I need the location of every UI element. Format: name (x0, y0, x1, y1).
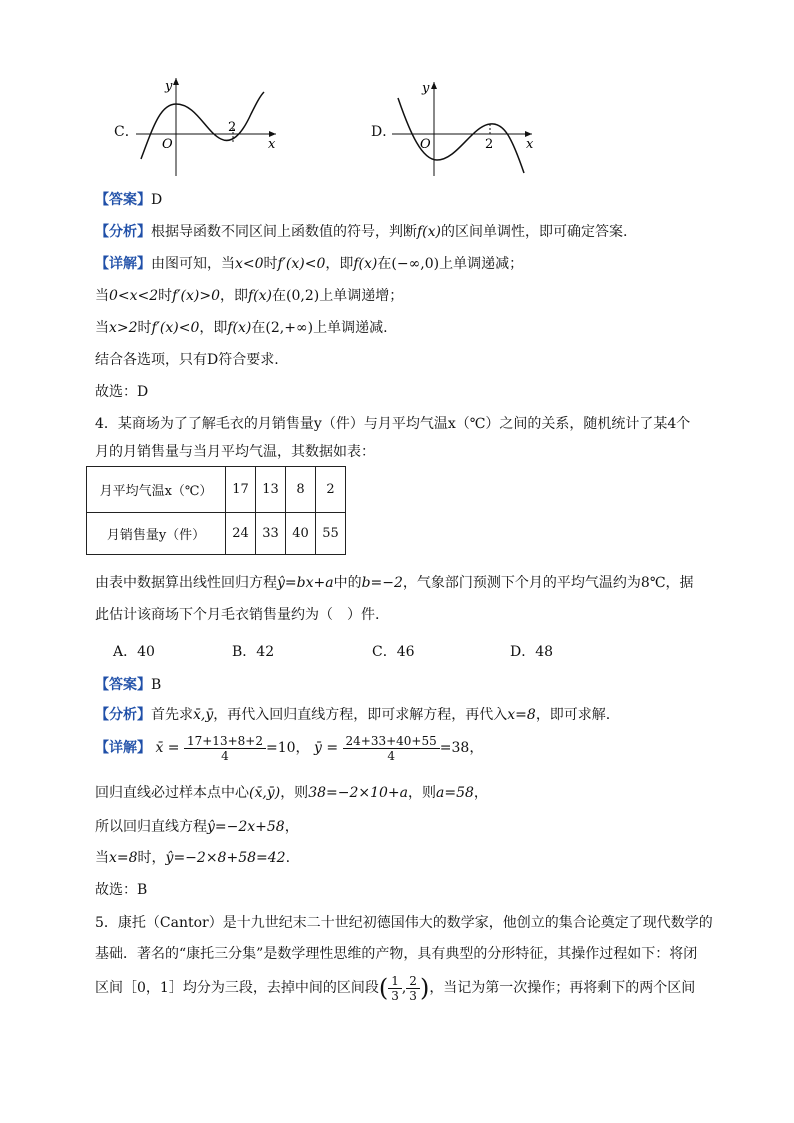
q4-detail-line-2 (95, 783, 488, 803)
math-a-value: a=58 (436, 785, 474, 801)
math-derivative: f′(x)>0 (172, 288, 220, 304)
analysis-text: 的区间单调性，即可确定答案. (441, 224, 628, 240)
detail-text: 当 (95, 320, 109, 336)
q4-conclusion: 故选：B (95, 882, 148, 898)
analysis-text: 首先求 (151, 707, 193, 723)
q3-answer-line (95, 190, 162, 210)
table-cell: 17 (226, 467, 256, 513)
q5-text: ，当记为第一次操作；再将剩下的两个区间 (429, 980, 696, 996)
q3-detail-line-4: 结合各选项，只有D符合要求. (95, 352, 279, 368)
analysis-tag: 【分析】 (95, 224, 151, 240)
detail-tag: 【详解】 (95, 256, 151, 272)
fraction-one-third (388, 974, 402, 1003)
table-row-label: 月销售量y（件） (87, 513, 226, 555)
detail-text: ，则 (408, 785, 436, 801)
graph-d-y-label: y (422, 81, 430, 96)
open-paren: ( (378, 974, 389, 1002)
q4-answer-line (95, 675, 161, 695)
detail-text: 所以回归直线方程 (95, 819, 207, 835)
graph-d (392, 78, 542, 178)
math-condition: x>2 (109, 320, 138, 336)
detail-text: 在(0,2)上单调递增； (272, 288, 404, 304)
fraction-denominator: 3 (409, 988, 417, 1003)
math-xbar-label: x̄ = (155, 740, 180, 756)
math-b-value: b=−2 (361, 575, 403, 591)
analysis-tag: 【分析】 (95, 707, 151, 723)
analysis-text: ，即可求解. (535, 707, 611, 723)
graph-c-tick-2: 2 (228, 120, 237, 135)
q4-detail-line-1 (95, 731, 483, 765)
stem-text: 中的 (333, 575, 362, 591)
math-means: x̄,ȳ (193, 707, 214, 723)
graph-d-origin: O (420, 137, 431, 152)
punctuation: ， (469, 740, 484, 756)
math-xbar-result: =10 (265, 740, 296, 756)
option-a: A．40 (113, 644, 155, 660)
detail-text: . (285, 850, 291, 866)
q4-stem-2: 月的月销售量与当月平均气温，其数据如表： (95, 444, 375, 460)
math-prediction: ŷ=−2×8+58=42 (165, 850, 286, 866)
table-cell: 8 (286, 467, 316, 513)
detail-tag: 【详解】 (95, 740, 151, 756)
math-condition: 0<x<2 (109, 288, 159, 304)
stem-text: ，气象部门预测下个月的平均气温约为8℃，据 (402, 575, 694, 591)
q3-detail-line-3 (95, 318, 388, 338)
option-d-label: D． (371, 124, 397, 140)
option-c-label: C． (114, 124, 139, 140)
detail-text: ，即 (220, 288, 248, 304)
answer-value: D (151, 192, 163, 208)
detail-text: 时 (137, 320, 152, 336)
answer-tag: 【答案】 (95, 192, 151, 208)
q5-text: 区间［0，1］均分为三段，去掉中间的区间段 (95, 980, 379, 996)
graph-c-y-label: y (165, 79, 173, 94)
punctuation: , (401, 980, 407, 996)
option-b: B．42 (232, 644, 275, 660)
option-d: D．48 (510, 644, 554, 660)
q4-detail-line-3 (95, 817, 299, 837)
detail-text: 时 (263, 256, 278, 272)
ybar-fraction (343, 734, 440, 763)
fraction-numerator: 17+13+8+2 (184, 734, 266, 749)
detail-text: ，即 (325, 256, 354, 272)
detail-text: 在(−∞,0)上单调递减； (377, 256, 524, 272)
math-regression-equation: ŷ=bx+a (277, 575, 334, 591)
q4-stem-4: 此估计该商场下个月毛衣销售量约为（ ）件. (95, 607, 380, 623)
table-cell: 55 (316, 513, 346, 555)
analysis-text: ，再代入回归直线方程，即可求解方程，再代入 (213, 707, 508, 723)
answer-tag: 【答案】 (95, 677, 151, 693)
fraction-two-thirds (406, 974, 420, 1003)
punctuation: ， (295, 740, 310, 756)
data-table (86, 466, 346, 555)
math-condition: x<0 (235, 256, 264, 272)
table-cell: 2 (316, 467, 346, 513)
math-x-value: x=8 (109, 850, 138, 866)
table-cell: 40 (286, 513, 316, 555)
table-cell: 13 (256, 467, 286, 513)
table-cell: 33 (256, 513, 286, 555)
fraction-numerator: 2 (406, 974, 420, 989)
q4-stem-3 (95, 573, 694, 593)
fraction-denominator: 4 (387, 748, 395, 763)
option-c: C．46 (372, 644, 415, 660)
detail-text: 时， (137, 850, 166, 866)
math-ybar-result: =38 (439, 740, 470, 756)
math-equation: 38=−2×10+a (308, 785, 408, 801)
table-row-label: 月平均气温x（℃） (87, 467, 226, 513)
detail-text: 在(2,+∞)上单调递减. (251, 320, 388, 336)
detail-text: 由图可知，当 (151, 256, 235, 272)
math-x-value: x=8 (507, 707, 536, 723)
analysis-text: 根据导函数不同区间上函数值的符号，判断 (151, 224, 417, 240)
fraction-denominator: 4 (221, 748, 229, 763)
q4-detail-line-4 (95, 848, 290, 868)
math-derivative: f′(x)<0 (277, 256, 326, 272)
table-row (87, 513, 346, 555)
q3-detail-line-1 (95, 254, 523, 274)
q5-line-1: 5．康托（Cantor）是十九世纪末二十世纪初德国伟大的数学家，他创立的集合论奠定了现代数学的 (95, 915, 713, 931)
math-regression-line: ŷ=−2x+58 (207, 819, 285, 835)
detail-text: ，即 (199, 320, 228, 336)
detail-text: 当 (95, 288, 109, 304)
q3-analysis-line (95, 222, 627, 242)
math-fx: f(x) (227, 320, 252, 336)
detail-text: 回归直线必过样本点中心 (95, 785, 249, 801)
graph-c-origin: O (162, 137, 173, 152)
fraction-numerator: 1 (388, 974, 402, 989)
graph-c-x-label: x (268, 137, 276, 152)
fraction-denominator: 3 (391, 988, 399, 1003)
xbar-fraction (184, 734, 266, 763)
math-center-point: (x̄,ȳ) (249, 785, 281, 801)
detail-text: ，则 (280, 785, 309, 801)
math-fx: f(x) (248, 288, 273, 304)
close-paren: ) (419, 974, 430, 1002)
graph-d-x-label: x (526, 137, 534, 152)
answer-value: B (151, 677, 162, 693)
math-ybar-label: ȳ = (313, 740, 339, 756)
math-fx: f(x) (353, 256, 378, 272)
math-derivative: f′(x)<0 (151, 320, 200, 336)
graph-c (136, 74, 286, 178)
table-cell: 24 (226, 513, 256, 555)
q4-stem-1: 4．某商场为了了解毛衣的月销售量y（件）与月平均气温x（℃）之间的关系，随机统计了某4个 (95, 416, 691, 432)
fraction-numerator: 24+33+40+55 (343, 734, 440, 749)
detail-text: 当 (95, 850, 109, 866)
q3-conclusion: 故选：D (95, 384, 149, 400)
graph-d-tick-2: 2 (485, 137, 494, 152)
q5-line-3 (95, 970, 695, 1006)
q3-detail-line-2 (95, 286, 403, 306)
math-fx: f(x) (417, 224, 442, 240)
detail-text: ， (473, 785, 488, 801)
detail-text: ， (284, 819, 299, 835)
q4-analysis-line (95, 705, 610, 725)
stem-text: 由表中数据算出线性回归方程 (95, 575, 277, 591)
table-row (87, 467, 346, 513)
q5-line-2: 基础．著名的“康托三分集”是数学理性思维的产物，具有典型的分形特征，其操作过程如下：将闭 (95, 946, 698, 962)
detail-text: 时 (158, 288, 173, 304)
